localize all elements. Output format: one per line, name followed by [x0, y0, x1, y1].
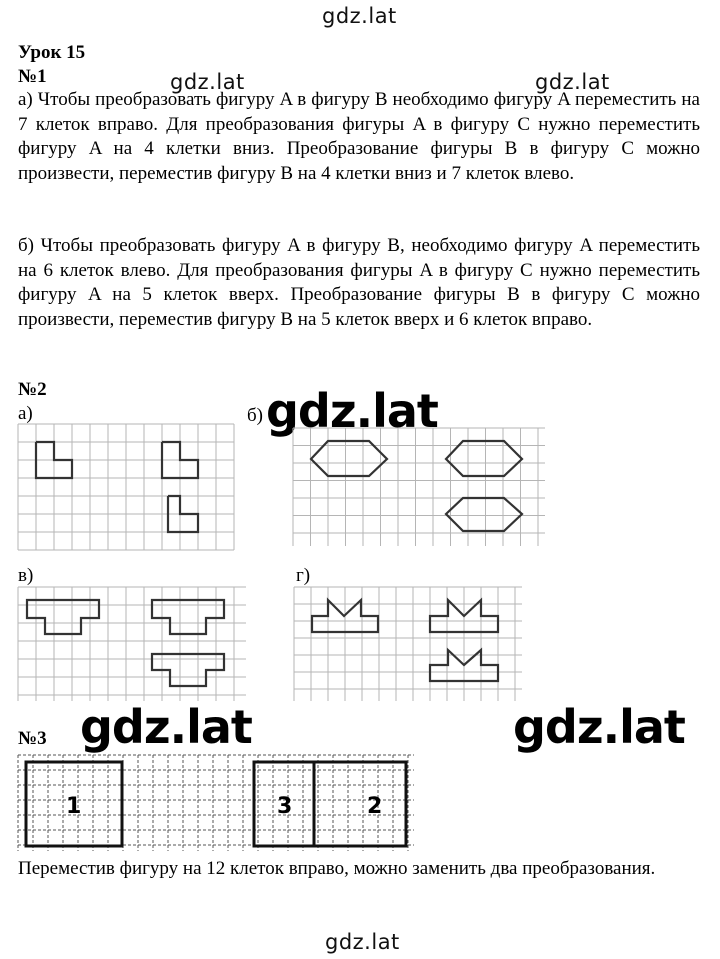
square-label-3: 3: [277, 794, 293, 819]
watermark-bottom: gdz.lat: [325, 930, 400, 954]
lesson-title: Урок 15: [18, 42, 86, 63]
watermark-top: gdz.lat: [322, 4, 397, 28]
watermark-big-left: gdz.lat: [80, 700, 252, 754]
square-2: [314, 762, 406, 846]
task2-label-a: а): [18, 403, 33, 424]
task2-label-g: г): [296, 565, 311, 586]
task2-label-b: б): [247, 405, 263, 426]
grid-v-lines: [18, 587, 246, 701]
task1-part-b: б) Чтобы преобразовать фигуру A в фигуру B, необходимо фигуру A переместить на 6 клеток влево. Для преобразования фигуры A в фигуру C нужно переместить фигуру A на 5 клеток вверх. Преобразование фигуры B в фигуру C можно произвести, переместив фигуру B на 5 клеток вверх и 6 клеток вправо.: [18, 235, 700, 330]
square-label-2: 2: [367, 794, 383, 819]
task2-label-v: в): [18, 565, 34, 586]
figure-b-A: [311, 441, 387, 476]
task3-number: №3: [18, 728, 47, 749]
watermark-b: gdz.lat: [266, 384, 438, 438]
square-label-1: 1: [66, 794, 82, 819]
watermark-big-right: gdz.lat: [513, 700, 685, 754]
task2-number: №2: [18, 379, 47, 400]
grid-b: [293, 428, 545, 546]
figure-b-B: [446, 441, 522, 476]
figure-b-C: [446, 498, 522, 531]
grid-task3: [18, 755, 414, 851]
watermark-mid-right: gdz.lat: [535, 70, 610, 94]
grid-g: [294, 587, 522, 701]
watermark-mid-left: gdz.lat: [170, 70, 245, 94]
task3-answer: Переместив фигуру на 12 клеток вправо, можно заменить два преобразования.: [18, 858, 656, 879]
grid-a: [18, 424, 234, 550]
grid-v: [18, 587, 246, 701]
task1-part-a: а) Чтобы преобразовать фигуру A в фигуру B необходимо фигуру A переместить на 7 клеток вправо. Для преобразования фигуры A в фигуру C нужно переместить фигуру A на 4 клетки вниз. Преобразование фигуры B в фигуру C можно произвести, переместив фигуру B на 4 клетки вниз и 7 клеток влево.: [18, 89, 700, 184]
task1-number: №1: [18, 66, 47, 87]
